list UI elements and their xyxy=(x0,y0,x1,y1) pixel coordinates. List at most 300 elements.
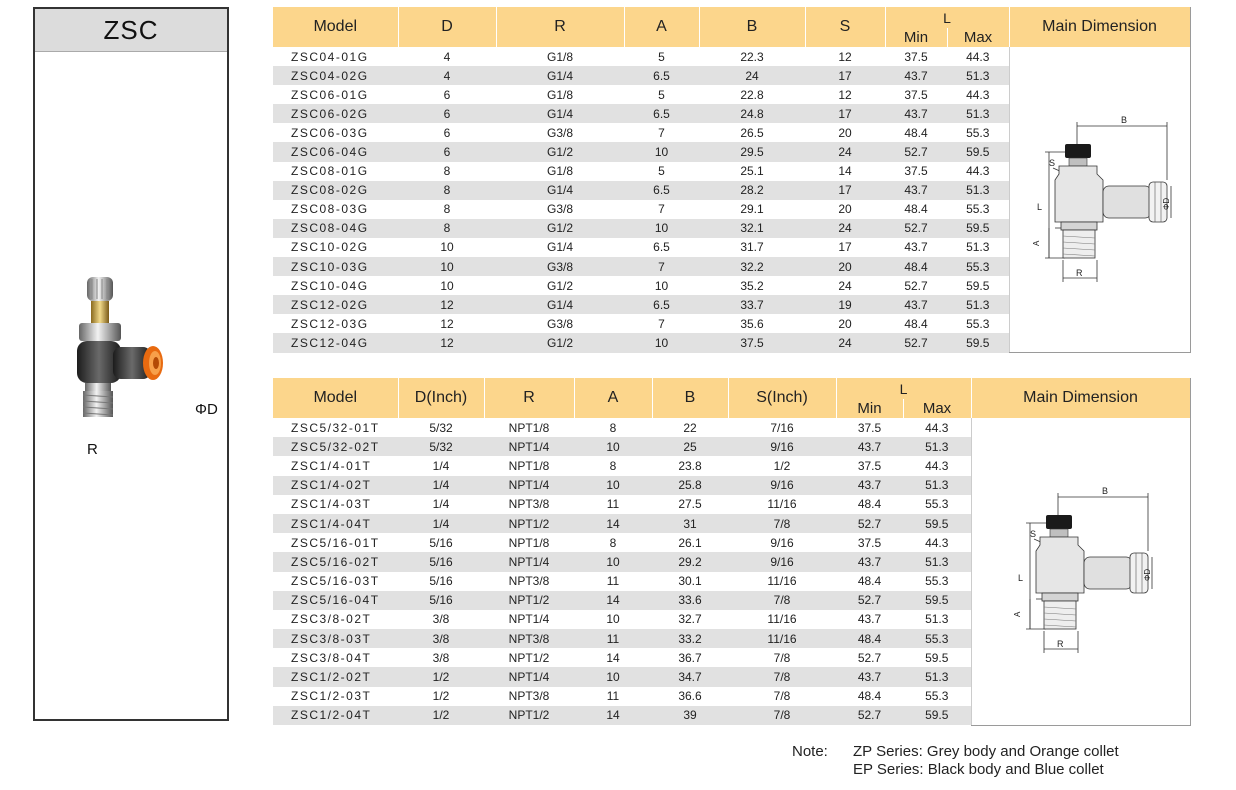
cell-b: 28.2 xyxy=(699,181,805,200)
cell-a: 8 xyxy=(574,418,652,437)
cell-r: G3/8 xyxy=(496,123,624,142)
cell-d: 1/4 xyxy=(398,514,484,533)
cell-max: 51.3 xyxy=(903,476,971,495)
cell-max: 55.3 xyxy=(903,495,971,514)
cell-b: 31.7 xyxy=(699,238,805,257)
cell-r: NPT1/2 xyxy=(484,648,574,667)
dimension-drawing xyxy=(1025,110,1175,290)
cell-min: 52.7 xyxy=(836,591,903,610)
cell-r: NPT3/8 xyxy=(484,572,574,591)
cell-a: 6.5 xyxy=(624,104,699,123)
cell-model: ZSC3/8-03T xyxy=(273,629,398,648)
cell-model: ZSC5/32-01T xyxy=(273,418,398,437)
cell-r: NPT3/8 xyxy=(484,629,574,648)
cell-r: G1/2 xyxy=(496,142,624,161)
cell-max: 51.3 xyxy=(947,181,1009,200)
cell-b: 33.7 xyxy=(699,295,805,314)
cell-d: 1/2 xyxy=(398,687,484,706)
cell-model: ZSC5/16-04T xyxy=(273,591,398,610)
cell-b: 25 xyxy=(652,437,728,456)
cell-s: 9/16 xyxy=(728,533,836,552)
cell-b: 35.2 xyxy=(699,276,805,295)
cell-r: G1/4 xyxy=(496,66,624,85)
note-line-zp: ZP Series: Grey body and Orange collet xyxy=(853,743,1119,760)
cell-s: 9/16 xyxy=(728,552,836,571)
cell-d: 1/4 xyxy=(398,476,484,495)
cell-b: 25.8 xyxy=(652,476,728,495)
header-a: A xyxy=(624,7,699,47)
cell-d: 4 xyxy=(398,66,496,85)
cell-min: 43.7 xyxy=(836,437,903,456)
cell-max: 44.3 xyxy=(947,85,1009,104)
cell-b: 29.1 xyxy=(699,200,805,219)
note-line-ep: EP Series: Black body and Blue collet xyxy=(853,761,1104,778)
cell-max: 59.5 xyxy=(947,276,1009,295)
cell-b: 26.1 xyxy=(652,533,728,552)
cell-r: G1/2 xyxy=(496,219,624,238)
dim-label-b: B xyxy=(1101,486,1108,497)
main-dimension-cell xyxy=(971,418,1190,725)
cell-r: G1/2 xyxy=(496,333,624,352)
cell-min: 52.7 xyxy=(885,142,947,161)
dim-label-d: ΦD xyxy=(1142,569,1152,582)
header-min: Min xyxy=(885,28,947,47)
cell-b: 23.8 xyxy=(652,456,728,475)
cell-min: 48.4 xyxy=(836,629,903,648)
dim-label-d: ΦD xyxy=(1161,197,1171,210)
header-main-dimension: Main Dimension xyxy=(971,378,1190,418)
cell-d: 4 xyxy=(398,47,496,66)
header-s: S xyxy=(805,7,885,47)
cell-r: G1/4 xyxy=(496,295,624,314)
cell-s: 7/8 xyxy=(728,648,836,667)
cell-b: 33.6 xyxy=(652,591,728,610)
cell-model: ZSC12-03G xyxy=(273,314,398,333)
cell-a: 10 xyxy=(574,476,652,495)
cell-a: 10 xyxy=(624,142,699,161)
cell-min: 37.5 xyxy=(885,85,947,104)
header-max: Max xyxy=(947,28,1009,47)
cell-d: 5/16 xyxy=(398,533,484,552)
cell-b: 32.1 xyxy=(699,219,805,238)
cell-max: 59.5 xyxy=(903,514,971,533)
header-a: A xyxy=(574,378,652,418)
dim-label-l: L xyxy=(1017,573,1023,584)
cell-s: 20 xyxy=(805,123,885,142)
cell-max: 59.5 xyxy=(903,648,971,667)
cell-r: NPT3/8 xyxy=(484,495,574,514)
cell-model: ZSC1/2-04T xyxy=(273,706,398,725)
cell-r: NPT1/2 xyxy=(484,514,574,533)
cell-min: 52.7 xyxy=(885,276,947,295)
cell-d: 5/32 xyxy=(398,418,484,437)
cell-d: 1/2 xyxy=(398,706,484,725)
cell-d: 3/8 xyxy=(398,610,484,629)
cell-r: G1/4 xyxy=(496,104,624,123)
cell-d: 6 xyxy=(398,104,496,123)
cell-model: ZSC10-02G xyxy=(273,238,398,257)
cell-b: 35.6 xyxy=(699,314,805,333)
cell-r: NPT1/2 xyxy=(484,591,574,610)
cell-r: G1/4 xyxy=(496,181,624,200)
cell-a: 11 xyxy=(574,629,652,648)
table-row xyxy=(273,418,1190,437)
cell-max: 44.3 xyxy=(903,418,971,437)
cell-b: 29.5 xyxy=(699,142,805,161)
header-main-dimension: Main Dimension xyxy=(1009,7,1190,47)
cell-d: 10 xyxy=(398,276,496,295)
cell-a: 5 xyxy=(624,47,699,66)
cell-r: G1/8 xyxy=(496,85,624,104)
cell-min: 48.4 xyxy=(885,257,947,276)
header-r: R xyxy=(484,378,574,418)
dim-label-l: L xyxy=(1036,201,1042,212)
cell-min: 48.4 xyxy=(836,687,903,706)
cell-max: 59.5 xyxy=(947,142,1009,161)
cell-a: 10 xyxy=(574,437,652,456)
cell-r: G1/4 xyxy=(496,238,624,257)
cell-min: 43.7 xyxy=(836,476,903,495)
header-b: B xyxy=(652,378,728,418)
cell-max: 55.3 xyxy=(947,257,1009,276)
cell-a: 10 xyxy=(624,219,699,238)
cell-b: 29.2 xyxy=(652,552,728,571)
cell-d: 5/16 xyxy=(398,552,484,571)
product-panel xyxy=(33,7,229,721)
cell-a: 5 xyxy=(624,85,699,104)
cell-a: 6.5 xyxy=(624,295,699,314)
cell-r: G1/2 xyxy=(496,276,624,295)
cell-min: 48.4 xyxy=(885,123,947,142)
cell-max: 59.5 xyxy=(903,591,971,610)
cell-b: 37.5 xyxy=(699,333,805,352)
cell-a: 11 xyxy=(574,572,652,591)
cell-s: 9/16 xyxy=(728,437,836,456)
cell-max: 59.5 xyxy=(947,219,1009,238)
cell-min: 43.7 xyxy=(885,66,947,85)
cell-r: G3/8 xyxy=(496,314,624,333)
cell-r: G3/8 xyxy=(496,257,624,276)
cell-b: 22 xyxy=(652,418,728,437)
cell-d: 1/4 xyxy=(398,495,484,514)
cell-d: 6 xyxy=(398,142,496,161)
cell-model: ZSC5/16-01T xyxy=(273,533,398,552)
label-diameter: ΦD xyxy=(195,401,218,418)
cell-a: 7 xyxy=(624,200,699,219)
cell-min: 43.7 xyxy=(836,667,903,686)
cell-max: 51.3 xyxy=(947,295,1009,314)
cell-a: 7 xyxy=(624,314,699,333)
cell-model: ZSC5/16-02T xyxy=(273,552,398,571)
header-model: Model xyxy=(273,378,398,418)
cell-model: ZSC08-02G xyxy=(273,181,398,200)
cell-model: ZSC1/2-03T xyxy=(273,687,398,706)
cell-model: ZSC10-03G xyxy=(273,257,398,276)
cell-d: 8 xyxy=(398,181,496,200)
cell-b: 34.7 xyxy=(652,667,728,686)
cell-min: 37.5 xyxy=(836,456,903,475)
cell-min: 48.4 xyxy=(885,200,947,219)
cell-s: 14 xyxy=(805,162,885,181)
cell-r: G3/8 xyxy=(496,200,624,219)
cell-model: ZSC1/4-04T xyxy=(273,514,398,533)
header-l: L xyxy=(836,378,971,399)
cell-min: 37.5 xyxy=(836,418,903,437)
header-model: Model xyxy=(273,7,398,47)
cell-s: 12 xyxy=(805,85,885,104)
dim-label-s: S xyxy=(1048,157,1055,168)
cell-s: 12 xyxy=(805,47,885,66)
cell-b: 39 xyxy=(652,706,728,725)
header-max: Max xyxy=(903,399,971,418)
cell-a: 10 xyxy=(574,552,652,571)
cell-max: 55.3 xyxy=(903,629,971,648)
cell-model: ZSC08-04G xyxy=(273,219,398,238)
cell-min: 43.7 xyxy=(885,295,947,314)
cell-s: 24 xyxy=(805,276,885,295)
dim-label-a: A xyxy=(1012,611,1022,618)
cell-min: 37.5 xyxy=(885,162,947,181)
cell-max: 59.5 xyxy=(947,333,1009,352)
cell-s: 17 xyxy=(805,181,885,200)
cell-s: 17 xyxy=(805,238,885,257)
cell-s: 11/16 xyxy=(728,495,836,514)
cell-model: ZSC06-01G xyxy=(273,85,398,104)
cell-a: 10 xyxy=(624,333,699,352)
cell-s: 11/16 xyxy=(728,629,836,648)
cell-r: NPT1/2 xyxy=(484,706,574,725)
header-r: R xyxy=(496,7,624,47)
cell-s: 11/16 xyxy=(728,610,836,629)
cell-max: 55.3 xyxy=(947,314,1009,333)
dim-label-b: B xyxy=(1120,114,1127,125)
dim-label-s: S xyxy=(1029,529,1036,540)
cell-d: 8 xyxy=(398,162,496,181)
cell-min: 48.4 xyxy=(885,314,947,333)
cell-s: 17 xyxy=(805,104,885,123)
cell-max: 44.3 xyxy=(903,533,971,552)
cell-d: 12 xyxy=(398,295,496,314)
cell-max: 44.3 xyxy=(947,47,1009,66)
cell-s: 24 xyxy=(805,333,885,352)
cell-min: 37.5 xyxy=(836,533,903,552)
dim-label-a: A xyxy=(1031,240,1041,246)
cell-model: ZSC1/4-01T xyxy=(273,456,398,475)
cell-min: 52.7 xyxy=(885,219,947,238)
cell-b: 36.7 xyxy=(652,648,728,667)
cell-max: 55.3 xyxy=(947,123,1009,142)
cell-model: ZSC08-01G xyxy=(273,162,398,181)
cell-d: 8 xyxy=(398,200,496,219)
cell-max: 51.3 xyxy=(947,104,1009,123)
cell-min: 37.5 xyxy=(885,47,947,66)
cell-max: 51.3 xyxy=(903,552,971,571)
cell-min: 48.4 xyxy=(836,495,903,514)
cell-s: 20 xyxy=(805,200,885,219)
cell-d: 10 xyxy=(398,238,496,257)
cell-r: G1/8 xyxy=(496,162,624,181)
cell-model: ZSC04-01G xyxy=(273,47,398,66)
cell-d: 5/16 xyxy=(398,591,484,610)
cell-s: 17 xyxy=(805,66,885,85)
cell-b: 32.7 xyxy=(652,610,728,629)
cell-a: 10 xyxy=(574,667,652,686)
cell-model: ZSC5/16-03T xyxy=(273,572,398,591)
cell-r: NPT1/4 xyxy=(484,610,574,629)
cell-max: 51.3 xyxy=(903,437,971,456)
cell-max: 51.3 xyxy=(903,667,971,686)
cell-a: 14 xyxy=(574,591,652,610)
cell-s: 1/2 xyxy=(728,456,836,475)
product-photo xyxy=(65,271,195,421)
product-title: ZSC xyxy=(35,9,227,52)
cell-a: 11 xyxy=(574,687,652,706)
cell-d: 5/16 xyxy=(398,572,484,591)
cell-d: 8 xyxy=(398,219,496,238)
cell-d: 1/2 xyxy=(398,667,484,686)
cell-r: NPT1/8 xyxy=(484,456,574,475)
cell-model: ZSC08-03G xyxy=(273,200,398,219)
table-row xyxy=(273,47,1190,66)
label-thread: R xyxy=(87,441,98,458)
cell-a: 10 xyxy=(624,276,699,295)
cell-b: 31 xyxy=(652,514,728,533)
cell-d: 12 xyxy=(398,314,496,333)
cell-b: 32.2 xyxy=(699,257,805,276)
cell-min: 52.7 xyxy=(836,514,903,533)
cell-model: ZSC12-04G xyxy=(273,333,398,352)
cell-b: 30.1 xyxy=(652,572,728,591)
cell-a: 14 xyxy=(574,514,652,533)
main-dimension-cell xyxy=(1009,47,1190,353)
cell-a: 7 xyxy=(624,123,699,142)
cell-model: ZSC1/2-02T xyxy=(273,667,398,686)
cell-min: 43.7 xyxy=(885,238,947,257)
cell-s: 7/8 xyxy=(728,687,836,706)
cell-s: 24 xyxy=(805,142,885,161)
dim-label-r: R xyxy=(1075,267,1083,278)
cell-min: 43.7 xyxy=(836,552,903,571)
cell-a: 6.5 xyxy=(624,238,699,257)
cell-r: NPT1/8 xyxy=(484,533,574,552)
dimension-drawing xyxy=(1006,481,1156,661)
cell-r: NPT3/8 xyxy=(484,687,574,706)
cell-max: 55.3 xyxy=(903,687,971,706)
cell-min: 48.4 xyxy=(836,572,903,591)
cell-b: 22.8 xyxy=(699,85,805,104)
cell-r: G1/8 xyxy=(496,47,624,66)
cell-max: 51.3 xyxy=(947,238,1009,257)
cell-a: 11 xyxy=(574,495,652,514)
cell-model: ZSC1/4-03T xyxy=(273,495,398,514)
cell-model: ZSC06-04G xyxy=(273,142,398,161)
cell-d: 3/8 xyxy=(398,629,484,648)
cell-min: 43.7 xyxy=(836,610,903,629)
cell-model: ZSC12-02G xyxy=(273,295,398,314)
cell-a: 8 xyxy=(574,456,652,475)
cell-s: 7/16 xyxy=(728,418,836,437)
header-min: Min xyxy=(836,399,903,418)
cell-s: 20 xyxy=(805,314,885,333)
cell-d: 12 xyxy=(398,333,496,352)
cell-model: ZSC3/8-04T xyxy=(273,648,398,667)
cell-max: 44.3 xyxy=(947,162,1009,181)
cell-model: ZSC10-04G xyxy=(273,276,398,295)
cell-max: 55.3 xyxy=(947,200,1009,219)
cell-a: 7 xyxy=(624,257,699,276)
cell-s: 11/16 xyxy=(728,572,836,591)
cell-min: 43.7 xyxy=(885,104,947,123)
cell-model: ZSC06-03G xyxy=(273,123,398,142)
cell-r: NPT1/4 xyxy=(484,552,574,571)
cell-max: 51.3 xyxy=(947,66,1009,85)
cell-model: ZSC04-02G xyxy=(273,66,398,85)
cell-r: NPT1/4 xyxy=(484,476,574,495)
header-d: D xyxy=(398,7,496,47)
header-s-inch: S(Inch) xyxy=(728,378,836,418)
cell-model: ZSC1/4-02T xyxy=(273,476,398,495)
header-b: B xyxy=(699,7,805,47)
cell-b: 24.8 xyxy=(699,104,805,123)
cell-a: 10 xyxy=(574,610,652,629)
cell-b: 24 xyxy=(699,66,805,85)
cell-s: 7/8 xyxy=(728,706,836,725)
cell-r: NPT1/4 xyxy=(484,667,574,686)
cell-s: 20 xyxy=(805,257,885,276)
cell-a: 14 xyxy=(574,648,652,667)
cell-a: 14 xyxy=(574,706,652,725)
note-label: Note: xyxy=(792,743,828,760)
cell-s: 9/16 xyxy=(728,476,836,495)
cell-model: ZSC3/8-02T xyxy=(273,610,398,629)
cell-b: 26.5 xyxy=(699,123,805,142)
cell-r: NPT1/8 xyxy=(484,418,574,437)
cell-s: 24 xyxy=(805,219,885,238)
cell-r: NPT1/4 xyxy=(484,437,574,456)
cell-s: 7/8 xyxy=(728,514,836,533)
cell-b: 36.6 xyxy=(652,687,728,706)
cell-s: 7/8 xyxy=(728,667,836,686)
cell-max: 59.5 xyxy=(903,706,971,725)
cell-min: 43.7 xyxy=(885,181,947,200)
header-l: L xyxy=(885,7,1009,28)
cell-s: 19 xyxy=(805,295,885,314)
cell-min: 52.7 xyxy=(836,648,903,667)
cell-min: 52.7 xyxy=(885,333,947,352)
cell-b: 33.2 xyxy=(652,629,728,648)
cell-model: ZSC5/32-02T xyxy=(273,437,398,456)
header-d-inch: D(Inch) xyxy=(398,378,484,418)
cell-b: 25.1 xyxy=(699,162,805,181)
inch-spec-table xyxy=(273,378,1191,726)
cell-d: 3/8 xyxy=(398,648,484,667)
cell-a: 8 xyxy=(574,533,652,552)
cell-d: 1/4 xyxy=(398,456,484,475)
cell-d: 6 xyxy=(398,123,496,142)
dim-label-r: R xyxy=(1056,639,1064,650)
cell-a: 6.5 xyxy=(624,181,699,200)
cell-a: 5 xyxy=(624,162,699,181)
cell-min: 52.7 xyxy=(836,706,903,725)
cell-d: 5/32 xyxy=(398,437,484,456)
metric-spec-table xyxy=(273,7,1191,353)
cell-d: 6 xyxy=(398,85,496,104)
cell-d: 10 xyxy=(398,257,496,276)
cell-b: 27.5 xyxy=(652,495,728,514)
cell-max: 55.3 xyxy=(903,572,971,591)
cell-max: 44.3 xyxy=(903,456,971,475)
cell-a: 6.5 xyxy=(624,66,699,85)
